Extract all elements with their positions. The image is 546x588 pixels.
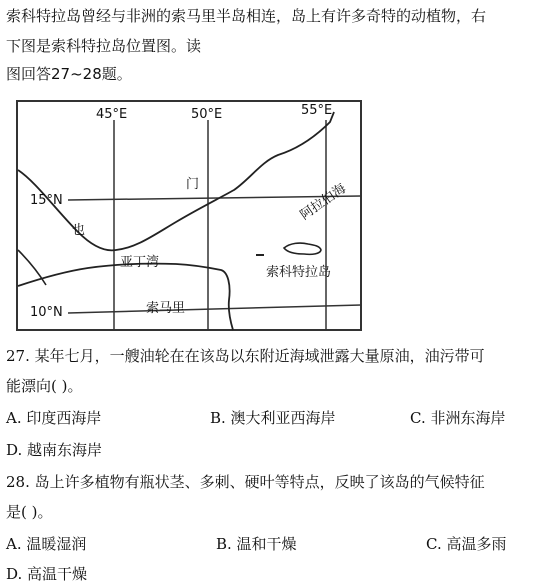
label-men: 门 <box>186 177 200 192</box>
label-somalia: 索马里 <box>146 301 186 316</box>
q28-option-d[interactable]: D. 高温干燥 <box>6 565 88 583</box>
q28-stem-line-2: 是( )。 <box>6 503 53 521</box>
lon-label-55e: 55°E <box>301 103 333 118</box>
intro-line-1: 索科特拉岛曾经与非洲的索马里半岛相连，岛上有许多奇特的动植物，右 <box>6 7 487 25</box>
q27-option-a[interactable]: A. 印度西海岸 <box>6 409 102 427</box>
label-ye: 也 <box>72 223 86 238</box>
q28-option-c[interactable]: C. 高温多雨 <box>426 535 507 553</box>
q27-option-c[interactable]: C. 非洲东海岸 <box>410 409 506 427</box>
lat-label-10n: 10°N <box>30 305 63 320</box>
label-gulf-aden: 亚丁湾 <box>120 255 160 270</box>
lat-label-15n: 15°N <box>30 193 63 208</box>
q28-stem-line-1: 28. 岛上许多植物有瓶状茎、多刺、硬叶等特点，反映了该岛的气候特征 <box>6 473 485 491</box>
q28-option-a[interactable]: A. 温暖湿润 <box>6 535 87 553</box>
q27-option-d[interactable]: D. 越南东海岸 <box>6 441 103 459</box>
label-socotra: 索科特拉岛 <box>266 265 332 280</box>
label-arabian-sea: 阿拉伯海 <box>297 181 349 224</box>
q27-stem-line-2: 能漂向( )。 <box>6 377 83 395</box>
lon-label-50e: 50°E <box>191 107 223 122</box>
q27-stem-line-1: 27. 某年七月，一艘油轮在在该岛以东附近海域泄露大量原油，油污带可 <box>6 347 485 365</box>
q28-option-b[interactable]: B. 温和干燥 <box>216 535 297 553</box>
intro-line-2: 下图是索科特拉岛位置图。读 <box>6 37 202 55</box>
q27-option-b[interactable]: B. 澳大利亚西海岸 <box>210 409 336 427</box>
lon-label-45e: 45°E <box>96 107 128 122</box>
socotra-location-map <box>16 100 362 332</box>
intro-line-3: 图回答27~28题。 <box>6 65 132 83</box>
